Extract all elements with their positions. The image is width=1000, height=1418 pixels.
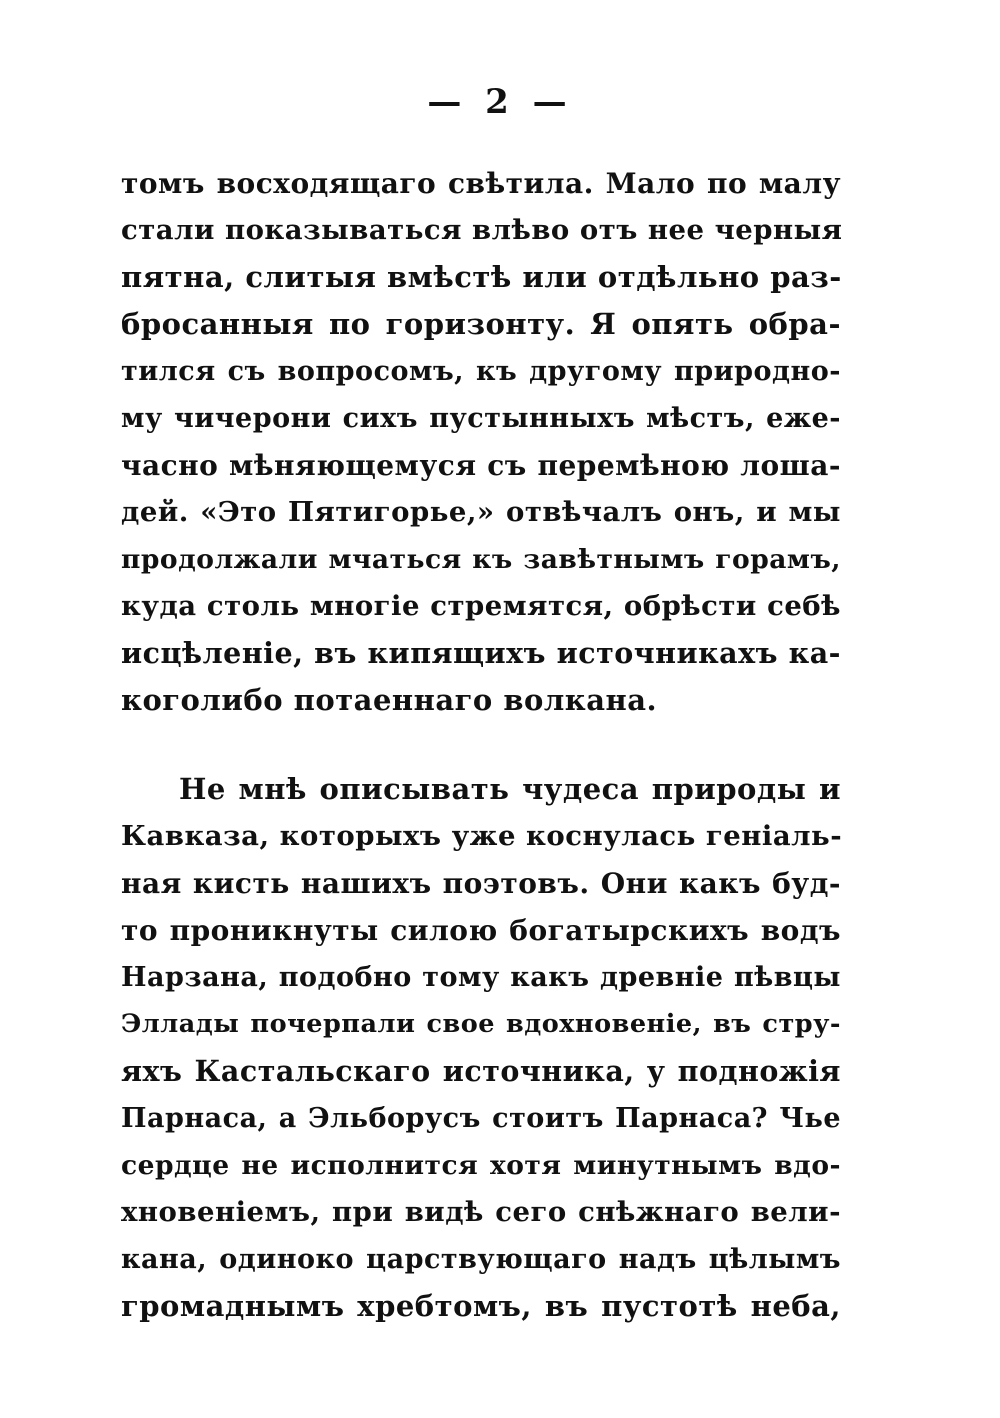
- text-line: бросанныя по горизонту. Я опять обра-: [121, 307, 841, 341]
- text-line: куда столь многіе стремятся, обрѣсти себѣ: [121, 590, 841, 622]
- text-line: часно мѣняющемуся съ перемѣною лошa-: [121, 449, 841, 482]
- text-line: Нарзана, подобно тому какъ древніе пѣвцы: [121, 962, 841, 993]
- text-line: дей. «Это Пятигорье,» отвѣчалъ онъ, и мы: [121, 496, 841, 528]
- text-line: Не мнѣ описывать чудеса природы и: [179, 772, 841, 806]
- text-line: яхъ Кастальскаго источника, у подножія: [121, 1054, 841, 1088]
- text-line: тился съ вопросомъ, къ другому природно-: [121, 356, 841, 387]
- text-line: томъ восходящаго свѣтила. Мало по малу: [121, 167, 841, 200]
- paragraph-1: [121, 160, 841, 724]
- text-line: кана, одиноко царствующаго надъ цѣлымъ: [121, 1244, 841, 1275]
- text-line: пятна, слитыя вмѣстѣ или отдѣльно раз-: [121, 260, 842, 294]
- text-line: сердце не исполнится хотя минутнымъ вдо-: [121, 1150, 841, 1181]
- text-line: му чичерони сихъ пустынныхъ мѣстъ, еже-: [121, 403, 841, 434]
- paragraph-2: [121, 766, 841, 1330]
- text-line: Эллады почерпали свое вдохновеніе, въ стру-: [121, 1009, 841, 1039]
- text-line: стали показываться влѣво отъ нее черныя: [121, 214, 843, 246]
- text-line: то проникнуты силою богатырскихъ водъ: [121, 914, 841, 947]
- text-line: хновеніемъ, при видѣ сего снѣжнаго вели-: [121, 1196, 841, 1228]
- text-line: Кавказа, которыхъ уже коснулась геніаль-: [121, 820, 843, 852]
- text-line: коголибо потаеннаго волкана.: [121, 683, 658, 717]
- text-line: исцѣленіе, въ кипящихъ источникахъ ка-: [121, 636, 841, 670]
- text-line: продолжали мчаться къ завѣтнымъ горамъ,: [121, 544, 841, 575]
- text-line: Парнаса, а Эльборусъ стоитъ Парнаса? Чье: [121, 1103, 841, 1134]
- page-number: — 2 —: [427, 82, 573, 122]
- text-line: ная кисть нашихъ поэтовъ. Они какъ буд-: [121, 867, 841, 900]
- text-line: громаднымъ хребтомъ, въ пустотѣ неба,: [121, 1289, 841, 1323]
